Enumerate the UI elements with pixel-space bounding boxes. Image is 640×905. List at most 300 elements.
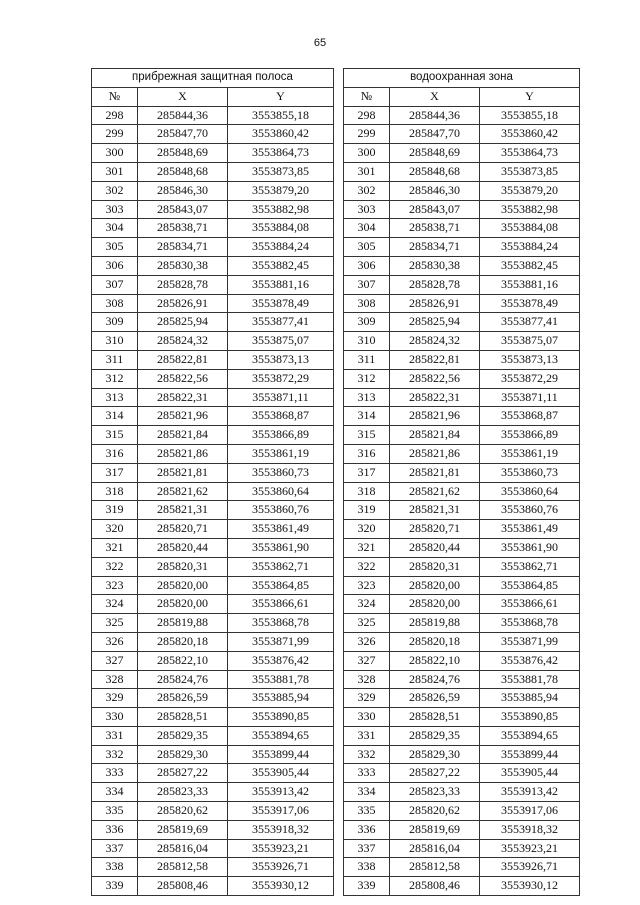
point-number-cell: 338 xyxy=(92,858,138,877)
x-coordinate-cell: 285808,46 xyxy=(390,877,480,896)
x-coordinate-cell: 285824,32 xyxy=(138,332,228,351)
point-number-cell: 310 xyxy=(92,332,138,351)
point-number-cell: 300 xyxy=(344,144,390,163)
y-coordinate-cell: 3553868,78 xyxy=(480,614,580,633)
point-number-cell: 298 xyxy=(92,106,138,125)
table-row xyxy=(344,802,580,821)
y-coordinate-cell: 3553860,42 xyxy=(480,125,580,144)
x-coordinate-cell: 285824,32 xyxy=(390,332,480,351)
y-coordinate-cell: 3553866,89 xyxy=(228,426,334,445)
table-row xyxy=(92,576,334,595)
y-coordinate-cell: 3553881,16 xyxy=(228,275,334,294)
point-number-cell: 320 xyxy=(92,520,138,539)
y-coordinate-cell: 3553882,45 xyxy=(480,256,580,275)
x-coordinate-cell: 285820,62 xyxy=(138,802,228,821)
y-coordinate-cell: 3553881,78 xyxy=(228,670,334,689)
column-header-y: Y xyxy=(228,87,334,106)
table-row xyxy=(92,256,334,275)
table-row xyxy=(344,839,580,858)
point-number-cell: 321 xyxy=(92,538,138,557)
x-coordinate-cell: 285828,78 xyxy=(138,275,228,294)
point-number-cell: 336 xyxy=(92,820,138,839)
y-coordinate-cell: 3553879,20 xyxy=(228,181,334,200)
point-number-cell: 326 xyxy=(344,632,390,651)
y-coordinate-cell: 3553890,85 xyxy=(480,708,580,727)
y-coordinate-cell: 3553860,42 xyxy=(228,125,334,144)
y-coordinate-cell: 3553871,99 xyxy=(480,632,580,651)
table-row xyxy=(92,651,334,670)
point-number-cell: 309 xyxy=(92,313,138,332)
x-coordinate-cell: 285823,33 xyxy=(390,783,480,802)
y-coordinate-cell: 3553881,78 xyxy=(480,670,580,689)
table-row xyxy=(344,369,580,388)
point-number-cell: 302 xyxy=(92,181,138,200)
x-coordinate-cell: 285822,81 xyxy=(138,350,228,369)
table-row xyxy=(92,726,334,745)
point-number-cell: 322 xyxy=(344,557,390,576)
y-coordinate-cell: 3553894,65 xyxy=(228,726,334,745)
x-coordinate-cell: 285826,59 xyxy=(138,689,228,708)
table-row xyxy=(344,426,580,445)
point-number-cell: 333 xyxy=(344,764,390,783)
y-coordinate-cell: 3553860,64 xyxy=(480,482,580,501)
table-row xyxy=(344,538,580,557)
y-coordinate-cell: 3553918,32 xyxy=(228,820,334,839)
coastal-protection-strip-table xyxy=(91,68,334,896)
point-number-cell: 307 xyxy=(92,275,138,294)
table-row xyxy=(344,162,580,181)
table-row xyxy=(92,745,334,764)
point-number-cell: 331 xyxy=(344,726,390,745)
table-row xyxy=(344,745,580,764)
y-coordinate-cell: 3553862,71 xyxy=(228,557,334,576)
point-number-cell: 312 xyxy=(344,369,390,388)
y-coordinate-cell: 3553894,65 xyxy=(480,726,580,745)
x-coordinate-cell: 285846,30 xyxy=(138,181,228,200)
point-number-cell: 319 xyxy=(344,501,390,520)
column-header-number: № xyxy=(344,87,390,106)
x-coordinate-cell: 285821,81 xyxy=(138,463,228,482)
y-coordinate-cell: 3553879,20 xyxy=(480,181,580,200)
point-number-cell: 335 xyxy=(344,802,390,821)
point-number-cell: 328 xyxy=(344,670,390,689)
point-number-cell: 317 xyxy=(92,463,138,482)
table-row xyxy=(92,538,334,557)
x-coordinate-cell: 285819,69 xyxy=(390,820,480,839)
y-coordinate-cell: 3553913,42 xyxy=(480,783,580,802)
y-coordinate-cell: 3553930,12 xyxy=(228,877,334,896)
table-row xyxy=(92,144,334,163)
point-number-cell: 312 xyxy=(92,369,138,388)
point-number-cell: 303 xyxy=(344,200,390,219)
y-coordinate-cell: 3553871,99 xyxy=(228,632,334,651)
table-row xyxy=(344,651,580,670)
x-coordinate-cell: 285829,35 xyxy=(138,726,228,745)
x-coordinate-cell: 285821,62 xyxy=(390,482,480,501)
x-coordinate-cell: 285829,30 xyxy=(138,745,228,764)
x-coordinate-cell: 285820,44 xyxy=(390,538,480,557)
table-row xyxy=(344,783,580,802)
y-coordinate-cell: 3553871,11 xyxy=(228,388,334,407)
y-coordinate-cell: 3553872,29 xyxy=(228,369,334,388)
x-coordinate-cell: 285826,59 xyxy=(390,689,480,708)
point-number-cell: 314 xyxy=(344,407,390,426)
y-coordinate-cell: 3553913,42 xyxy=(228,783,334,802)
table-row xyxy=(92,708,334,727)
table-row xyxy=(344,219,580,238)
table-row xyxy=(344,482,580,501)
y-coordinate-cell: 3553884,08 xyxy=(228,219,334,238)
point-number-cell: 332 xyxy=(92,745,138,764)
y-coordinate-cell: 3553918,32 xyxy=(480,820,580,839)
point-number-cell: 336 xyxy=(344,820,390,839)
point-number-cell: 328 xyxy=(92,670,138,689)
table-row xyxy=(92,482,334,501)
table-row xyxy=(92,219,334,238)
x-coordinate-cell: 285819,88 xyxy=(390,614,480,633)
table-title: прибрежная защитная полоса xyxy=(92,69,334,88)
x-coordinate-cell: 285825,94 xyxy=(390,313,480,332)
x-coordinate-cell: 285821,31 xyxy=(390,501,480,520)
x-coordinate-cell: 285828,78 xyxy=(390,275,480,294)
page-number: 65 xyxy=(313,37,327,49)
y-coordinate-cell: 3553868,87 xyxy=(480,407,580,426)
y-coordinate-cell: 3553881,16 xyxy=(480,275,580,294)
x-coordinate-cell: 285821,31 xyxy=(138,501,228,520)
table-row xyxy=(344,708,580,727)
y-coordinate-cell: 3553860,73 xyxy=(480,463,580,482)
point-number-cell: 329 xyxy=(92,689,138,708)
table-row xyxy=(344,332,580,351)
point-number-cell: 339 xyxy=(92,877,138,896)
table-row xyxy=(92,106,334,125)
y-coordinate-cell: 3553864,73 xyxy=(228,144,334,163)
y-coordinate-cell: 3553882,45 xyxy=(228,256,334,275)
y-coordinate-cell: 3553917,06 xyxy=(480,802,580,821)
y-coordinate-cell: 3553873,13 xyxy=(480,350,580,369)
x-coordinate-cell: 285808,46 xyxy=(138,877,228,896)
x-coordinate-cell: 285829,30 xyxy=(390,745,480,764)
table-row xyxy=(92,294,334,313)
point-number-cell: 315 xyxy=(344,426,390,445)
x-coordinate-cell: 285820,31 xyxy=(390,557,480,576)
x-coordinate-cell: 285816,04 xyxy=(390,839,480,858)
x-coordinate-cell: 285828,51 xyxy=(138,708,228,727)
point-number-cell: 316 xyxy=(344,444,390,463)
point-number-cell: 326 xyxy=(92,632,138,651)
table-row xyxy=(344,520,580,539)
y-coordinate-cell: 3553861,19 xyxy=(480,444,580,463)
table-row xyxy=(92,557,334,576)
y-coordinate-cell: 3553876,42 xyxy=(228,651,334,670)
y-coordinate-cell: 3553866,61 xyxy=(228,595,334,614)
y-coordinate-cell: 3553861,19 xyxy=(228,444,334,463)
x-coordinate-cell: 285848,69 xyxy=(138,144,228,163)
table-row xyxy=(344,632,580,651)
x-coordinate-cell: 285821,96 xyxy=(138,407,228,426)
table-row xyxy=(344,200,580,219)
x-coordinate-cell: 285820,18 xyxy=(138,632,228,651)
table-row xyxy=(92,632,334,651)
point-number-cell: 301 xyxy=(92,162,138,181)
y-coordinate-cell: 3553868,78 xyxy=(228,614,334,633)
y-coordinate-cell: 3553862,71 xyxy=(480,557,580,576)
y-coordinate-cell: 3553878,49 xyxy=(228,294,334,313)
y-coordinate-cell: 3553877,41 xyxy=(228,313,334,332)
table-row xyxy=(344,256,580,275)
table-row xyxy=(92,595,334,614)
x-coordinate-cell: 285824,76 xyxy=(138,670,228,689)
x-coordinate-cell: 285823,33 xyxy=(138,783,228,802)
x-coordinate-cell: 285843,07 xyxy=(138,200,228,219)
x-coordinate-cell: 285838,71 xyxy=(138,219,228,238)
table-row xyxy=(92,839,334,858)
x-coordinate-cell: 285820,18 xyxy=(390,632,480,651)
x-coordinate-cell: 285820,71 xyxy=(138,520,228,539)
table-row xyxy=(344,576,580,595)
point-number-cell: 325 xyxy=(344,614,390,633)
x-coordinate-cell: 285822,10 xyxy=(138,651,228,670)
table-row xyxy=(92,614,334,633)
point-number-cell: 327 xyxy=(344,651,390,670)
point-number-cell: 316 xyxy=(92,444,138,463)
point-number-cell: 320 xyxy=(344,520,390,539)
table-row xyxy=(92,520,334,539)
y-coordinate-cell: 3553923,21 xyxy=(228,839,334,858)
y-coordinate-cell: 3553864,73 xyxy=(480,144,580,163)
table-row xyxy=(92,313,334,332)
x-coordinate-cell: 285844,36 xyxy=(390,106,480,125)
point-number-cell: 302 xyxy=(344,181,390,200)
point-number-cell: 299 xyxy=(344,125,390,144)
point-number-cell: 322 xyxy=(92,557,138,576)
y-coordinate-cell: 3553926,71 xyxy=(480,858,580,877)
point-number-cell: 308 xyxy=(344,294,390,313)
table-row xyxy=(344,726,580,745)
x-coordinate-cell: 285843,07 xyxy=(390,200,480,219)
x-coordinate-cell: 285847,70 xyxy=(390,125,480,144)
water-protection-zone-table xyxy=(343,68,580,896)
y-coordinate-cell: 3553861,49 xyxy=(480,520,580,539)
x-coordinate-cell: 285820,44 xyxy=(138,538,228,557)
x-coordinate-cell: 285819,69 xyxy=(138,820,228,839)
point-number-cell: 321 xyxy=(344,538,390,557)
y-coordinate-cell: 3553885,94 xyxy=(480,689,580,708)
table-row xyxy=(344,313,580,332)
point-number-cell: 313 xyxy=(344,388,390,407)
y-coordinate-cell: 3553860,73 xyxy=(228,463,334,482)
point-number-cell: 339 xyxy=(344,877,390,896)
x-coordinate-cell: 285816,04 xyxy=(138,839,228,858)
table-row xyxy=(92,877,334,896)
table-row xyxy=(92,200,334,219)
point-number-cell: 311 xyxy=(344,350,390,369)
point-number-cell: 318 xyxy=(92,482,138,501)
x-coordinate-cell: 285822,81 xyxy=(390,350,480,369)
x-coordinate-cell: 285822,56 xyxy=(390,369,480,388)
point-number-cell: 313 xyxy=(92,388,138,407)
point-number-cell: 306 xyxy=(344,256,390,275)
point-number-cell: 331 xyxy=(92,726,138,745)
y-coordinate-cell: 3553864,85 xyxy=(480,576,580,595)
y-coordinate-cell: 3553882,98 xyxy=(228,200,334,219)
x-coordinate-cell: 285822,10 xyxy=(390,651,480,670)
point-number-cell: 298 xyxy=(344,106,390,125)
column-header-x: X xyxy=(390,87,480,106)
point-number-cell: 330 xyxy=(344,708,390,727)
x-coordinate-cell: 285820,00 xyxy=(390,595,480,614)
y-coordinate-cell: 3553855,18 xyxy=(228,106,334,125)
x-coordinate-cell: 285822,56 xyxy=(138,369,228,388)
x-coordinate-cell: 285820,31 xyxy=(138,557,228,576)
x-coordinate-cell: 285821,96 xyxy=(390,407,480,426)
table-row xyxy=(344,275,580,294)
point-number-cell: 324 xyxy=(344,595,390,614)
point-number-cell: 304 xyxy=(92,219,138,238)
y-coordinate-cell: 3553875,07 xyxy=(228,332,334,351)
table-row xyxy=(92,388,334,407)
y-coordinate-cell: 3553860,76 xyxy=(228,501,334,520)
table-row xyxy=(344,501,580,520)
table-row xyxy=(344,614,580,633)
table-row xyxy=(344,238,580,257)
y-coordinate-cell: 3553884,24 xyxy=(228,238,334,257)
table-row xyxy=(92,501,334,520)
y-coordinate-cell: 3553873,13 xyxy=(228,350,334,369)
table-row xyxy=(344,670,580,689)
x-coordinate-cell: 285830,38 xyxy=(138,256,228,275)
table-row xyxy=(92,238,334,257)
point-number-cell: 301 xyxy=(344,162,390,181)
x-coordinate-cell: 285821,81 xyxy=(390,463,480,482)
table-row xyxy=(92,858,334,877)
table-row xyxy=(344,181,580,200)
column-header-y: Y xyxy=(480,87,580,106)
point-number-cell: 299 xyxy=(92,125,138,144)
table-title: водоохранная зона xyxy=(344,69,580,88)
x-coordinate-cell: 285821,62 xyxy=(138,482,228,501)
table-row xyxy=(344,444,580,463)
table-row xyxy=(344,557,580,576)
table-row xyxy=(344,294,580,313)
column-header-number: № xyxy=(92,87,138,106)
y-coordinate-cell: 3553884,08 xyxy=(480,219,580,238)
table-row xyxy=(92,764,334,783)
x-coordinate-cell: 285834,71 xyxy=(138,238,228,257)
table-row xyxy=(92,162,334,181)
x-coordinate-cell: 285812,58 xyxy=(138,858,228,877)
table-row xyxy=(92,426,334,445)
x-coordinate-cell: 285822,31 xyxy=(390,388,480,407)
table-row xyxy=(344,764,580,783)
x-coordinate-cell: 285827,22 xyxy=(138,764,228,783)
point-number-cell: 337 xyxy=(92,839,138,858)
point-number-cell: 308 xyxy=(92,294,138,313)
x-coordinate-cell: 285820,00 xyxy=(138,595,228,614)
point-number-cell: 338 xyxy=(344,858,390,877)
y-coordinate-cell: 3553877,41 xyxy=(480,313,580,332)
point-number-cell: 323 xyxy=(344,576,390,595)
y-coordinate-cell: 3553878,49 xyxy=(480,294,580,313)
point-number-cell: 300 xyxy=(92,144,138,163)
table-row xyxy=(92,802,334,821)
point-number-cell: 327 xyxy=(92,651,138,670)
table-row xyxy=(344,407,580,426)
point-number-cell: 304 xyxy=(344,219,390,238)
y-coordinate-cell: 3553876,42 xyxy=(480,651,580,670)
point-number-cell: 329 xyxy=(344,689,390,708)
table-row xyxy=(344,820,580,839)
x-coordinate-cell: 285829,35 xyxy=(390,726,480,745)
y-coordinate-cell: 3553923,21 xyxy=(480,839,580,858)
x-coordinate-cell: 285826,91 xyxy=(390,294,480,313)
x-coordinate-cell: 285821,84 xyxy=(390,426,480,445)
table-row xyxy=(344,388,580,407)
x-coordinate-cell: 285846,30 xyxy=(390,181,480,200)
x-coordinate-cell: 285822,31 xyxy=(138,388,228,407)
table-row xyxy=(92,463,334,482)
x-coordinate-cell: 285827,22 xyxy=(390,764,480,783)
point-number-cell: 311 xyxy=(92,350,138,369)
y-coordinate-cell: 3553872,29 xyxy=(480,369,580,388)
x-coordinate-cell: 285826,91 xyxy=(138,294,228,313)
x-coordinate-cell: 285820,00 xyxy=(390,576,480,595)
x-coordinate-cell: 285828,51 xyxy=(390,708,480,727)
y-coordinate-cell: 3553885,94 xyxy=(228,689,334,708)
y-coordinate-cell: 3553871,11 xyxy=(480,388,580,407)
table-row xyxy=(344,463,580,482)
point-number-cell: 334 xyxy=(92,783,138,802)
x-coordinate-cell: 285821,86 xyxy=(390,444,480,463)
x-coordinate-cell: 285844,36 xyxy=(138,106,228,125)
point-number-cell: 307 xyxy=(344,275,390,294)
y-coordinate-cell: 3553866,61 xyxy=(480,595,580,614)
table-row xyxy=(344,350,580,369)
y-coordinate-cell: 3553860,76 xyxy=(480,501,580,520)
y-coordinate-cell: 3553882,98 xyxy=(480,200,580,219)
y-coordinate-cell: 3553861,90 xyxy=(480,538,580,557)
x-coordinate-cell: 285848,69 xyxy=(390,144,480,163)
x-coordinate-cell: 285820,00 xyxy=(138,576,228,595)
table-row xyxy=(344,689,580,708)
table-row xyxy=(344,595,580,614)
table-row xyxy=(92,181,334,200)
point-number-cell: 317 xyxy=(344,463,390,482)
x-coordinate-cell: 285812,58 xyxy=(390,858,480,877)
y-coordinate-cell: 3553864,85 xyxy=(228,576,334,595)
x-coordinate-cell: 285847,70 xyxy=(138,125,228,144)
y-coordinate-cell: 3553855,18 xyxy=(480,106,580,125)
y-coordinate-cell: 3553930,12 xyxy=(480,877,580,896)
point-number-cell: 303 xyxy=(92,200,138,219)
x-coordinate-cell: 285820,71 xyxy=(390,520,480,539)
point-number-cell: 314 xyxy=(92,407,138,426)
table-row xyxy=(92,332,334,351)
table-row xyxy=(344,877,580,896)
y-coordinate-cell: 3553890,85 xyxy=(228,708,334,727)
point-number-cell: 334 xyxy=(344,783,390,802)
point-number-cell: 310 xyxy=(344,332,390,351)
point-number-cell: 306 xyxy=(92,256,138,275)
y-coordinate-cell: 3553873,85 xyxy=(480,162,580,181)
x-coordinate-cell: 285819,88 xyxy=(138,614,228,633)
x-coordinate-cell: 285848,68 xyxy=(390,162,480,181)
point-number-cell: 323 xyxy=(92,576,138,595)
x-coordinate-cell: 285824,76 xyxy=(390,670,480,689)
x-coordinate-cell: 285820,62 xyxy=(390,802,480,821)
point-number-cell: 330 xyxy=(92,708,138,727)
table-row xyxy=(92,125,334,144)
